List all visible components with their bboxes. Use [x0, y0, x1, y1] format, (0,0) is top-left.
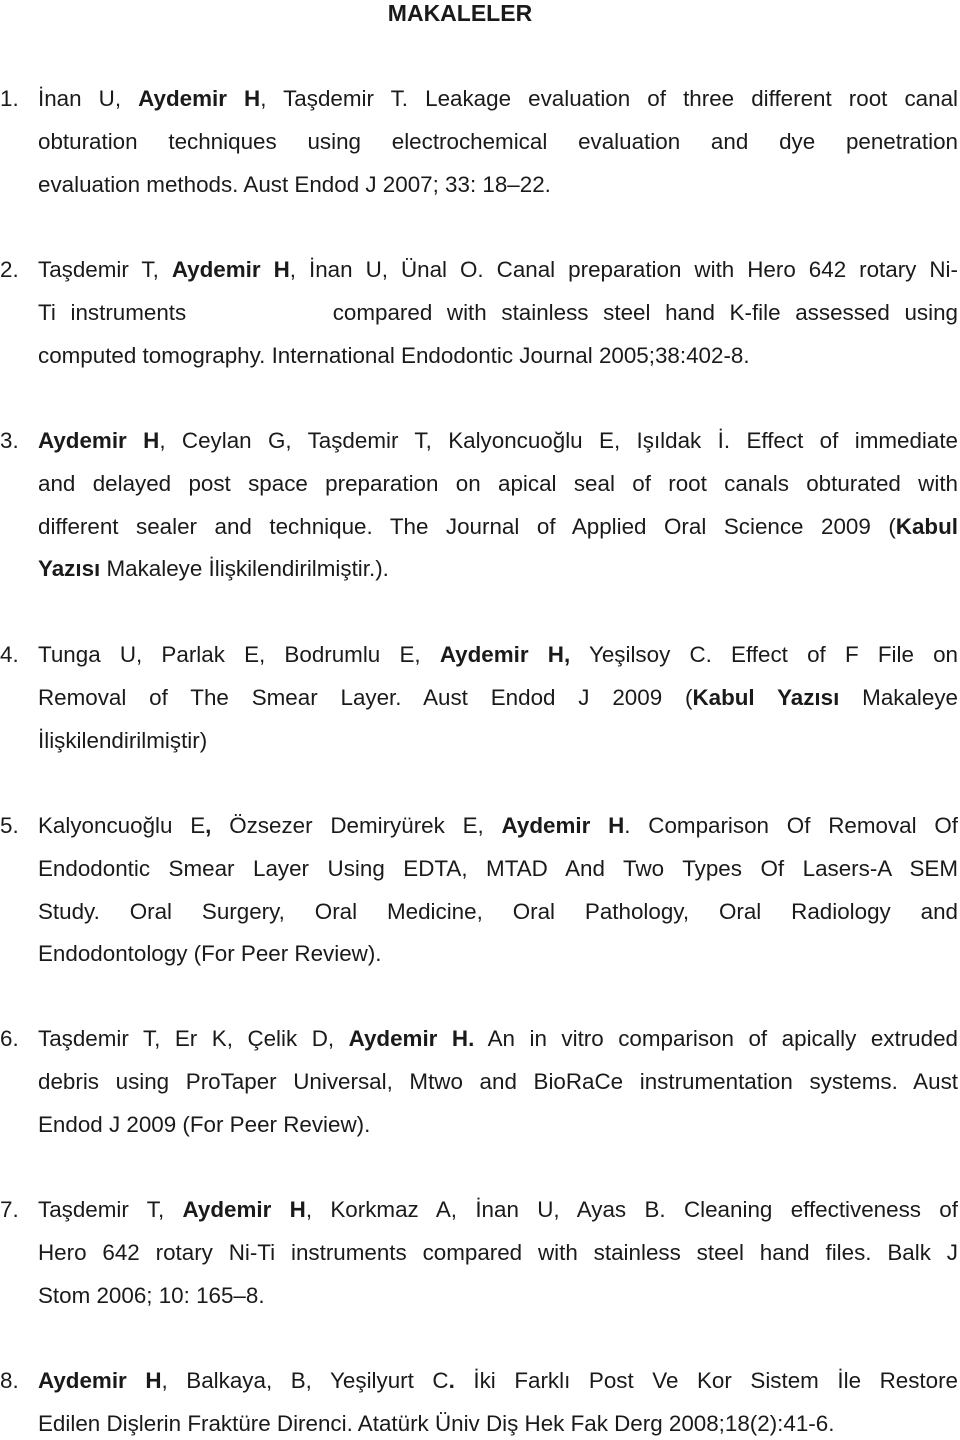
reference-text: Hero 642 rotary Ni-Ti instruments compared with stainless steel hand files. Balk J [38, 1239, 958, 1265]
author-highlight: Aydemir H [171, 257, 290, 282]
reference-text: different sealer and technique. The Journal of Applied Oral Science 2009 ( [38, 513, 896, 539]
reference-text: Taşdemir T, [38, 257, 172, 282]
reference-line [38, 811, 958, 841]
reference-line [38, 554, 958, 584]
reference-text: and delayed post space preparation on apical seal of root canals obturated with [38, 470, 958, 496]
reference-text: Study. Oral Surgery, Oral Medicine, Oral Pathology, Oral Radiology and [38, 898, 958, 924]
reference-line [38, 341, 958, 371]
reference-text: Taşdemir T, Er K, Çelik D, [38, 1026, 349, 1051]
author-highlight: , [205, 813, 212, 838]
reference-line [38, 1409, 958, 1439]
author-highlight: Aydemir H, [439, 642, 571, 667]
reference-line [38, 1366, 958, 1396]
reference-text: evaluation methods. Aust Endod J 2007; 33: 18–22. [38, 171, 551, 197]
reference-number: 5. [0, 813, 19, 838]
reference-text: computed tomography. International Endodontic Journal 2005;38:402-8. [38, 342, 750, 368]
reference-number: 6. [0, 1026, 19, 1051]
reference-text: Özsezer Demiryürek E, [211, 813, 502, 838]
author-highlight: Aydemir H [38, 1368, 162, 1393]
reference-number: 2. [0, 257, 19, 282]
reference-text: Makaleye İlişkilendirilmiştir.). [100, 556, 389, 582]
reference-number: 1. [0, 86, 19, 111]
reference-line [38, 469, 958, 499]
reference-line [38, 298, 958, 328]
reference-number: 8. [0, 1368, 19, 1393]
reference-text: Stom 2006; 10: 165–8. [38, 1282, 265, 1308]
reference-text: Endodontic Smear Layer Using EDTA, MTAD And Two Types Of Lasers-A SEM [38, 855, 958, 881]
reference-text: Ti instruments compared with stainless steel hand K-file assessed using [38, 299, 958, 325]
reference-line [38, 1067, 958, 1097]
reference-text: An in vitro comparison of apically extruded [474, 1026, 958, 1051]
author-highlight: Kabul Yazısı [692, 684, 840, 710]
reference-number: 3. [0, 428, 19, 453]
reference-line [38, 1110, 958, 1140]
reference-line [38, 854, 958, 884]
reference-line [38, 1024, 958, 1054]
reference-line [38, 1195, 958, 1225]
reference-text: , Korkmaz A, İnan U, Ayas B. Cleaning effectiveness of [305, 1197, 958, 1222]
reference-text: obturation techniques using electrochemical evaluation and dye penetration [38, 128, 958, 154]
author-highlight: Aydemir H [182, 1197, 306, 1222]
reference-text: Taşdemir T, [38, 1197, 183, 1222]
author-highlight: Yazısı [38, 556, 101, 582]
reference-line [38, 255, 958, 285]
reference-text: , Balkaya, B, Yeşilyurt C [161, 1368, 449, 1393]
reference-line [38, 683, 958, 713]
reference-line [38, 426, 958, 456]
reference-text: , Ceylan G, Taşdemir T, Kalyoncuoğlu E, Işıldak İ. Effect of immediate [159, 428, 958, 453]
reference-text: Makaleye [839, 684, 958, 710]
reference-text: İki Farklı Post Ve Kor Sistem İle Restore [454, 1368, 958, 1393]
author-highlight: . [448, 1368, 455, 1393]
reference-text: Kalyoncuoğlu E [38, 813, 206, 838]
reference-text: debris using ProTaper Universal, Mtwo and BioRaCe instrumentation systems. Aust [38, 1068, 958, 1094]
reference-line [38, 170, 958, 200]
reference-text: Tunga U, Parlak E, Bodrumlu E, [38, 642, 440, 667]
reference-text: , Taşdemir T. Leakage evaluation of three different root canal [260, 86, 958, 111]
reference-line [38, 127, 958, 157]
author-highlight: Aydemir H [38, 428, 160, 453]
author-highlight: Aydemir H. [348, 1026, 475, 1051]
author-highlight: Aydemir H [138, 86, 261, 111]
reference-line [38, 897, 958, 927]
author-highlight: Kabul [895, 513, 958, 539]
reference-line [38, 726, 958, 756]
reference-text: İnan U, [38, 86, 139, 111]
reference-text: Endodontology (For Peer Review). [38, 941, 382, 967]
reference-text: Edilen Dişlerin Fraktüre Direnci. Atatürk Üniv Diş Hek Fak Derg 2008;18(2):41-6. [38, 1410, 835, 1436]
reference-text: İlişkilendirilmiştir) [38, 727, 208, 753]
author-highlight: Aydemir H [501, 813, 625, 838]
reference-number: 7. [0, 1197, 19, 1222]
reference-line [38, 84, 958, 114]
reference-line [38, 640, 958, 670]
reference-number: 4. [0, 642, 19, 667]
reference-text: Yeşilsoy C. Effect of F File on [570, 642, 958, 667]
page-title: MAKALELER [387, 0, 533, 26]
reference-text: Endod J 2009 (For Peer Review). [38, 1111, 371, 1137]
reference-text: Removal of The Smear Layer. Aust Endod J 2009 ( [38, 684, 693, 710]
reference-text: . Comparison Of Removal Of [624, 813, 958, 838]
reference-text: , İnan U, Ünal O. Canal preparation with Hero 642 rotary Ni- [289, 257, 958, 282]
reference-line [38, 939, 958, 969]
reference-line [38, 1238, 958, 1268]
reference-line [38, 1281, 958, 1311]
reference-line [38, 512, 958, 542]
